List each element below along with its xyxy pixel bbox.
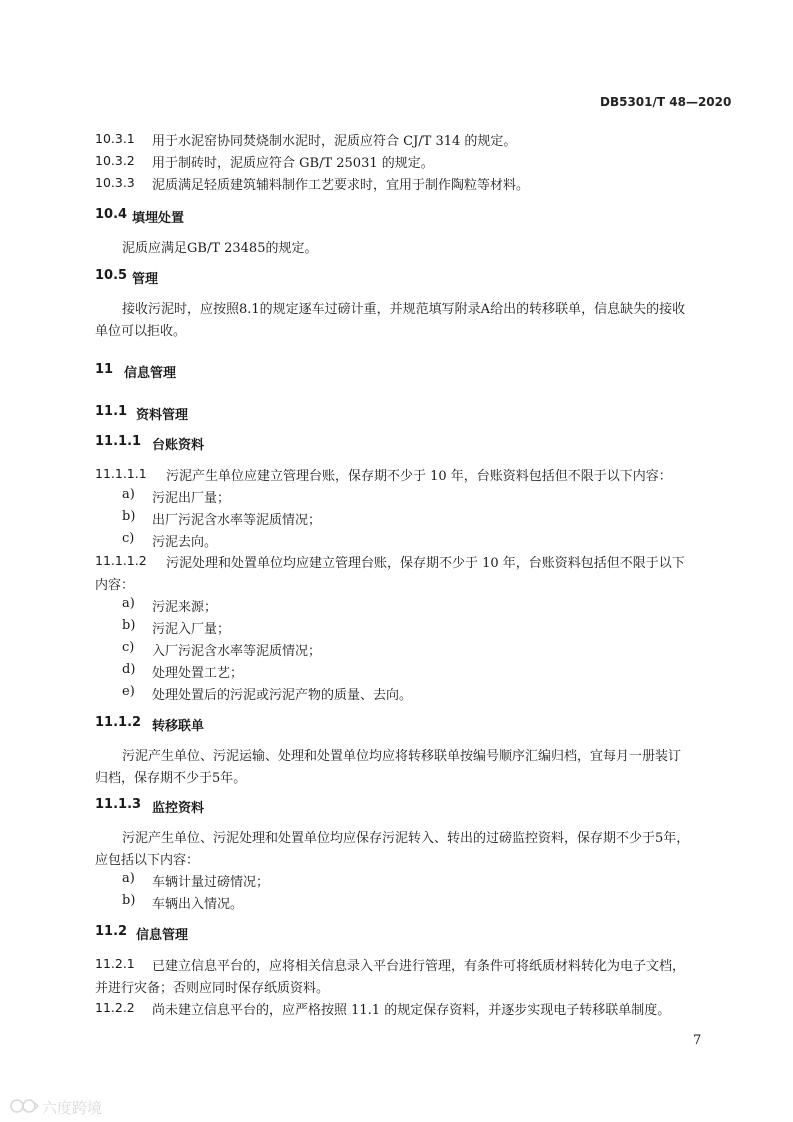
section-number: 11.1.2 [95,715,142,730]
page-number: 7 [693,1033,702,1048]
document-id-header: DB5301/T 48—2020 [600,95,732,109]
section-number: 10.5 [95,268,128,283]
chapter-number: 11 [95,362,114,377]
list-item: 车辆计量过磅情况； [152,875,270,890]
clause-number: 10.3.3 [95,175,135,190]
watermark-logo-icon [10,1096,40,1120]
paragraph-line: 单位可以拒收。 [95,324,187,339]
paragraph-line: 接收污泥时，应按照8.1的规定逐车过磅计重，并规范填写附录A给出的转移联单，信息缺失的接收 [122,302,686,317]
list-item: 处理处置后的污泥或污泥产物的质量、去向。 [152,688,413,703]
section-title: 资料管理 [136,408,189,423]
list-item: 污泥入厂量； [152,622,231,637]
paragraph-line: 污泥产生单位、污泥处理和处置单位均应保存污泥转入、转出的过磅监控资料，保存期不少于5年， [122,831,690,846]
list-marker: a) [122,596,135,611]
clause-number: 10.3.2 [95,153,135,168]
clause-number: 11.2.1 [95,956,135,971]
list-marker: c) [122,531,135,546]
section-number: 11.1 [95,404,128,419]
section-title: 信息管理 [136,928,189,943]
list-marker: d) [122,662,136,677]
clause-text: 泥质满足轻质建筑辅料制作工艺要求时，宜用于制作陶粒等材料。 [152,178,530,193]
clause-number: 10.3.1 [95,131,135,146]
clause-number: 11.1.1.2 [95,553,147,568]
paragraph-line: 归档，保存期不少于5年。 [95,771,247,786]
section-title: 管理 [132,272,159,287]
list-marker: c) [122,640,135,655]
clause-text: 已建立信息平台的，应将相关信息录入平台进行管理，有条件可将纸质材料转化为电子文档， [152,959,686,974]
section-number: 11.1.1 [95,434,142,449]
section-title: 监控资料 [152,801,205,816]
list-item: 出厂污泥含水率等泥质情况； [152,513,322,528]
list-marker: a) [122,871,135,886]
section-title: 转移联单 [152,719,205,734]
list-item: 污泥去向。 [152,535,218,550]
list-item: 车辆出入情况。 [152,897,244,912]
list-item: 污泥出厂量； [152,491,231,506]
section-number: 10.4 [95,207,128,222]
list-item: 污泥来源； [152,600,218,615]
clause-text: 内容： [95,578,135,593]
list-marker: b) [122,893,136,908]
clause-number: 11.1.1.1 [95,466,147,481]
list-item: 入厂污泥含水率等泥质情况； [152,644,322,659]
watermark-text: 六度跨境 [42,1099,103,1117]
list-marker: e) [122,684,135,699]
list-marker: b) [122,509,136,524]
paragraph-line: 污泥产生单位、污泥运输、处理和处置单位均应将转移联单按编号顺序汇编归档，宜每月一册装订 [122,749,682,764]
list-item: 处理处置工艺； [152,666,244,681]
paragraph-line: 泥质应满足GB/T 23485的规定。 [122,241,318,256]
clause-text: 用于制砖时，泥质应符合 GB/T 25031 的规定。 [152,156,434,171]
section-number: 11.1.3 [95,797,142,812]
clause-text: 并进行灾备；否则应同时保存纸质资料。 [95,981,330,996]
clause-text: 污泥产生单位应建立管理台账，保存期不少于 10 年，台账资料包括但不限于以下内容： [166,469,672,484]
section-number: 11.2 [95,924,128,939]
list-marker: a) [122,487,135,502]
clause-text: 污泥处理和处置单位均应建立管理台账，保存期不少于 10 年，台账资料包括但不限于以下 [166,556,685,571]
clause-number: 11.2.2 [95,1000,135,1015]
paragraph-line: 应包括以下内容： [95,853,200,868]
chapter-title: 信息管理 [124,366,177,381]
clause-text: 用于水泥窑协同焚烧制水泥时，泥质应符合 CJ/T 314 的规定。 [152,134,517,149]
list-marker: b) [122,618,136,633]
clause-text: 尚未建立信息平台的，应严格按照 11.1 的规定保存资料，并逐步实现电子转移联单制度。 [152,1003,671,1018]
section-title: 台账资料 [152,438,205,453]
section-title: 填埋处置 [132,211,185,226]
